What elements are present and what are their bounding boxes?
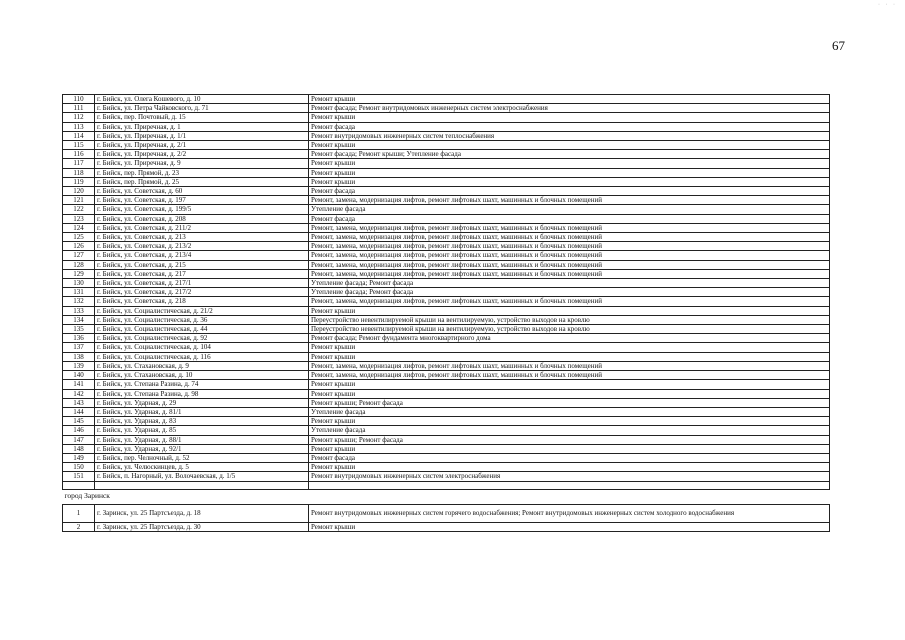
- works-cell: Утепление фасада: [309, 426, 830, 435]
- table-row: [63, 297, 830, 306]
- address-cell: г. Бийск, ул. Приречная, д. 2/2: [95, 150, 309, 159]
- address-cell: г. Бийск, пер. Прямой, д. 25: [95, 177, 309, 186]
- row-number: 119: [63, 177, 95, 186]
- table-row: [63, 251, 830, 260]
- works-cell: Ремонт крыши: [309, 417, 830, 426]
- works-cell: Ремонт крыши: [309, 444, 830, 453]
- works-cell: Ремонт крыши: [309, 177, 830, 186]
- works-cell: Утепление фасада; Ремонт фасада: [309, 288, 830, 297]
- address-cell: г. Бийск, ул. Советская, д. 217/2: [95, 288, 309, 297]
- row-number: 141: [63, 380, 95, 389]
- blank-cell: [309, 481, 830, 489]
- table-row: [63, 444, 830, 453]
- row-number: 138: [63, 352, 95, 361]
- table-row: [63, 104, 830, 113]
- works-cell: Ремонт крыши: [309, 522, 830, 531]
- row-number: 121: [63, 196, 95, 205]
- table-row: [63, 113, 830, 122]
- row-number: 2: [63, 522, 95, 531]
- address-cell: г. Бийск, ул. Советская, д. 213/2: [95, 242, 309, 251]
- address-cell: г. Бийск, ул. Ударная, д. 29: [95, 398, 309, 407]
- row-number: 113: [63, 122, 95, 131]
- address-cell: г. Бийск, ул. Социалистическая, д. 104: [95, 343, 309, 352]
- row-number: 117: [63, 159, 95, 168]
- row-number: 132: [63, 297, 95, 306]
- works-cell: Ремонт фасада; Ремонт фундамента многоквартирного дома: [309, 334, 830, 343]
- address-cell: г. Бийск, ул. Социалистическая, д. 116: [95, 352, 309, 361]
- row-number: 126: [63, 242, 95, 251]
- address-cell: г. Бийск, ул. Советская, д. 217/1: [95, 279, 309, 288]
- table-row: [63, 223, 830, 232]
- address-cell: г. Бийск, ул. Приречная, д. 9: [95, 159, 309, 168]
- address-cell: г. Бийск, пер. Челночный, д. 52: [95, 453, 309, 462]
- works-cell: Ремонт крыши: [309, 113, 830, 122]
- works-cell: Ремонт внутридомовых инженерных систем теплоснабжения: [309, 131, 830, 140]
- row-number: 123: [63, 214, 95, 223]
- address-cell: г. Бийск, ул. Приречная, д. 2/1: [95, 141, 309, 150]
- works-cell: Ремонт крыши: [309, 389, 830, 398]
- table-row: [63, 472, 830, 481]
- works-cell: Ремонт крыши: [309, 95, 830, 104]
- table-row: [63, 435, 830, 444]
- row-number: 137: [63, 343, 95, 352]
- works-cell: Ремонт фасада; Ремонт внутридомовых инженерных систем электроснабжения: [309, 104, 830, 113]
- table-row: [63, 269, 830, 278]
- works-cell: Ремонт фасада: [309, 187, 830, 196]
- row-number: 122: [63, 205, 95, 214]
- address-cell: г. Бийск, ул. Олега Кошевого, д. 10: [95, 95, 309, 104]
- biysk-rows: [63, 95, 830, 482]
- row-number: 148: [63, 444, 95, 453]
- works-cell: Ремонт крыши: [309, 463, 830, 472]
- works-cell: Утепление фасада: [309, 407, 830, 416]
- table-row: [63, 352, 830, 361]
- address-cell: г. Бийск, ул. Социалистическая, д. 44: [95, 325, 309, 334]
- works-cell: Ремонт, замена, модернизация лифтов, ремонт лифтовых шахт, машинных и блочных помещений: [309, 233, 830, 242]
- row-number: 131: [63, 288, 95, 297]
- table-row: [63, 187, 830, 196]
- address-cell: г. Бийск, ул. Ударная, д. 88/1: [95, 435, 309, 444]
- section-separator: [63, 481, 830, 504]
- address-cell: г. Бийск, ул. Петра Чайковского, д. 71: [95, 104, 309, 113]
- address-cell: г. Бийск, ул. Ударная, д. 81/1: [95, 407, 309, 416]
- row-number: 136: [63, 334, 95, 343]
- address-cell: г. Бийск, ул. Советская, д. 217: [95, 269, 309, 278]
- table-row: [63, 463, 830, 472]
- table-row: [63, 389, 830, 398]
- works-cell: Ремонт фасада: [309, 214, 830, 223]
- table-row: [63, 334, 830, 343]
- works-cell: Ремонт крыши: [309, 380, 830, 389]
- works-cell: Ремонт крыши: [309, 343, 830, 352]
- address-cell: г. Бийск, пер. Почтовый, д. 15: [95, 113, 309, 122]
- table-row: [63, 398, 830, 407]
- row-number: 128: [63, 260, 95, 269]
- table-row: [63, 233, 830, 242]
- address-cell: г. Бийск, ул. Советская, д. 218: [95, 297, 309, 306]
- row-number: 143: [63, 398, 95, 407]
- row-number: 116: [63, 150, 95, 159]
- works-cell: Ремонт, замена, модернизация лифтов, ремонт лифтовых шахт, машинных и блочных помещений: [309, 260, 830, 269]
- row-number: 133: [63, 306, 95, 315]
- row-number: 139: [63, 361, 95, 370]
- works-cell: Ремонт, замена, модернизация лифтов, ремонт лифтовых шахт, машинных и блочных помещений: [309, 269, 830, 278]
- works-cell: Переустройство невентилируемой крыши на вентилируемую, устройство выходов на кровлю: [309, 315, 830, 324]
- row-number: 127: [63, 251, 95, 260]
- table-row: [63, 325, 830, 334]
- table-row: [63, 131, 830, 140]
- works-cell: Ремонт фасада: [309, 122, 830, 131]
- row-number: 144: [63, 407, 95, 416]
- section-title: город Заринск: [63, 489, 830, 504]
- section-header-row: [63, 489, 830, 504]
- address-cell: г. Бийск, ул. Степана Разина, д. 98: [95, 389, 309, 398]
- address-cell: г. Бийск, ул. Ударная, д. 85: [95, 426, 309, 435]
- works-cell: Ремонт, замена, модернизация лифтов, ремонт лифтовых шахт, машинных и блочных помещений: [309, 242, 830, 251]
- works-cell: Ремонт внутридомовых инженерных систем электроснабжения: [309, 472, 830, 481]
- address-cell: г. Бийск, ул. Ударная, д. 83: [95, 417, 309, 426]
- zarinsk-rows: [63, 504, 830, 531]
- table-row: [63, 242, 830, 251]
- table-row: [63, 168, 830, 177]
- table-row: [63, 522, 830, 531]
- address-cell: г. Бийск, ул. Советская, д. 197: [95, 196, 309, 205]
- works-cell: Ремонт фасада: [309, 453, 830, 462]
- works-cell: Ремонт крыши: [309, 306, 830, 315]
- address-cell: г. Бийск, ул. Стахановская, д. 9: [95, 361, 309, 370]
- works-cell: Ремонт, замена, модернизация лифтов, ремонт лифтовых шахт, машинных и блочных помещений: [309, 223, 830, 232]
- works-cell: Ремонт, замена, модернизация лифтов, ремонт лифтовых шахт, машинных и блочных помещений: [309, 196, 830, 205]
- row-number: 114: [63, 131, 95, 140]
- address-cell: г. Заринск, ул. 25 Партсъезда, д. 18: [95, 504, 309, 522]
- address-cell: г. Бийск, ул. Советская, д. 215: [95, 260, 309, 269]
- row-number: 124: [63, 223, 95, 232]
- blank-cell: [63, 481, 95, 489]
- works-cell: Ремонт крыши; Ремонт фасада: [309, 398, 830, 407]
- row-number: 130: [63, 279, 95, 288]
- works-table: [62, 94, 830, 532]
- table-row: [63, 343, 830, 352]
- works-cell: Утепление фасада: [309, 205, 830, 214]
- table-row: [63, 159, 830, 168]
- works-cell: Ремонт, замена, модернизация лифтов, ремонт лифтовых шахт, машинных и блочных помещений: [309, 361, 830, 370]
- address-cell: г. Бийск, ул. Стахановская, д. 10: [95, 371, 309, 380]
- row-number: 140: [63, 371, 95, 380]
- address-cell: г. Бийск, ул. Советская, д. 213: [95, 233, 309, 242]
- table-row: [63, 426, 830, 435]
- address-cell: г. Бийск, ул. Приречная, д. 1/1: [95, 131, 309, 140]
- table-row: [63, 288, 830, 297]
- works-cell: Ремонт, замена, модернизация лифтов, ремонт лифтовых шахт, машинных и блочных помещений: [309, 251, 830, 260]
- row-number: 111: [63, 104, 95, 113]
- address-cell: г. Бийск, ул. Ударная, д. 92/1: [95, 444, 309, 453]
- address-cell: г. Бийск, ул. Приречная, д. 1: [95, 122, 309, 131]
- works-cell: Ремонт крыши: [309, 352, 830, 361]
- row-number: 145: [63, 417, 95, 426]
- table-row: [63, 306, 830, 315]
- works-cell: Переустройство невентилируемой крыши на вентилируемую, устройство выходов на кровлю: [309, 325, 830, 334]
- row-number: 135: [63, 325, 95, 334]
- table-row: [63, 371, 830, 380]
- address-cell: г. Заринск, ул. 25 Партсъезда, д. 30: [95, 522, 309, 531]
- row-number: 118: [63, 168, 95, 177]
- row-number: 129: [63, 269, 95, 278]
- works-cell: Ремонт крыши: [309, 168, 830, 177]
- page-number: 67: [832, 38, 845, 53]
- row-number: 134: [63, 315, 95, 324]
- table-row: [63, 196, 830, 205]
- address-cell: г. Бийск, ул. Советская, д. 211/2: [95, 223, 309, 232]
- works-cell: Ремонт, замена, модернизация лифтов, ремонт лифтовых шахт, машинных и блочных помещений: [309, 371, 830, 380]
- blank-row: [63, 481, 830, 489]
- table-row: [63, 279, 830, 288]
- works-cell: Ремонт крыши; Ремонт фасада: [309, 435, 830, 444]
- address-cell: г. Бийск, ул. Челюскинцев, д. 5: [95, 463, 309, 472]
- table-row: [63, 95, 830, 104]
- table-row: [63, 504, 830, 522]
- address-cell: г. Бийск, ул. Советская, д. 208: [95, 214, 309, 223]
- table-row: [63, 214, 830, 223]
- works-cell: Утепление фасада; Ремонт фасада: [309, 279, 830, 288]
- row-number: 112: [63, 113, 95, 122]
- address-cell: г. Бийск, ул. Степана Разина, д. 74: [95, 380, 309, 389]
- row-number: 1: [63, 504, 95, 522]
- row-number: 115: [63, 141, 95, 150]
- address-cell: г. Бийск, ул. Советская, д. 213/4: [95, 251, 309, 260]
- table-row: [63, 407, 830, 416]
- row-number: 125: [63, 233, 95, 242]
- works-table-container: [62, 94, 829, 532]
- address-cell: г. Бийск, ул. Социалистическая, д. 21/2: [95, 306, 309, 315]
- row-number: 120: [63, 187, 95, 196]
- address-cell: г. Бийск, пер. Прямой, д. 23: [95, 168, 309, 177]
- table-row: [63, 315, 830, 324]
- table-row: [63, 122, 830, 131]
- row-number: 146: [63, 426, 95, 435]
- table-row: [63, 141, 830, 150]
- works-cell: Ремонт внутридомовых инженерных систем горячего водоснабжения; Ремонт внутридомовых инженерных систем холодного водоснабжения: [309, 504, 830, 522]
- address-cell: г. Бийск, ул. Социалистическая, д. 92: [95, 334, 309, 343]
- address-cell: г. Бийск, ул. Советская, д. 60: [95, 187, 309, 196]
- row-number: 150: [63, 463, 95, 472]
- table-row: [63, 453, 830, 462]
- table-row: [63, 260, 830, 269]
- table-row: [63, 417, 830, 426]
- table-row: [63, 150, 830, 159]
- works-cell: Ремонт крыши: [309, 141, 830, 150]
- row-number: 149: [63, 453, 95, 462]
- table-row: [63, 177, 830, 186]
- scan-artifact: · · ·: [878, 2, 897, 8]
- address-cell: г. Бийск, ул. Советская, д. 199/5: [95, 205, 309, 214]
- row-number: 147: [63, 435, 95, 444]
- row-number: 110: [63, 95, 95, 104]
- table-row: [63, 205, 830, 214]
- table-row: [63, 361, 830, 370]
- address-cell: г. Бийск, ул. Социалистическая, д. 36: [95, 315, 309, 324]
- row-number: 151: [63, 472, 95, 481]
- table-row: [63, 380, 830, 389]
- works-cell: Ремонт фасада; Ремонт крыши; Утепление фасада: [309, 150, 830, 159]
- works-cell: Ремонт, замена, модернизация лифтов, ремонт лифтовых шахт, машинных и блочных помещений: [309, 297, 830, 306]
- address-cell: г. Бийск, п. Нагорный, ул. Волочаевская, д. 1/5: [95, 472, 309, 481]
- row-number: 142: [63, 389, 95, 398]
- works-cell: Ремонт крыши: [309, 159, 830, 168]
- blank-cell: [95, 481, 309, 489]
